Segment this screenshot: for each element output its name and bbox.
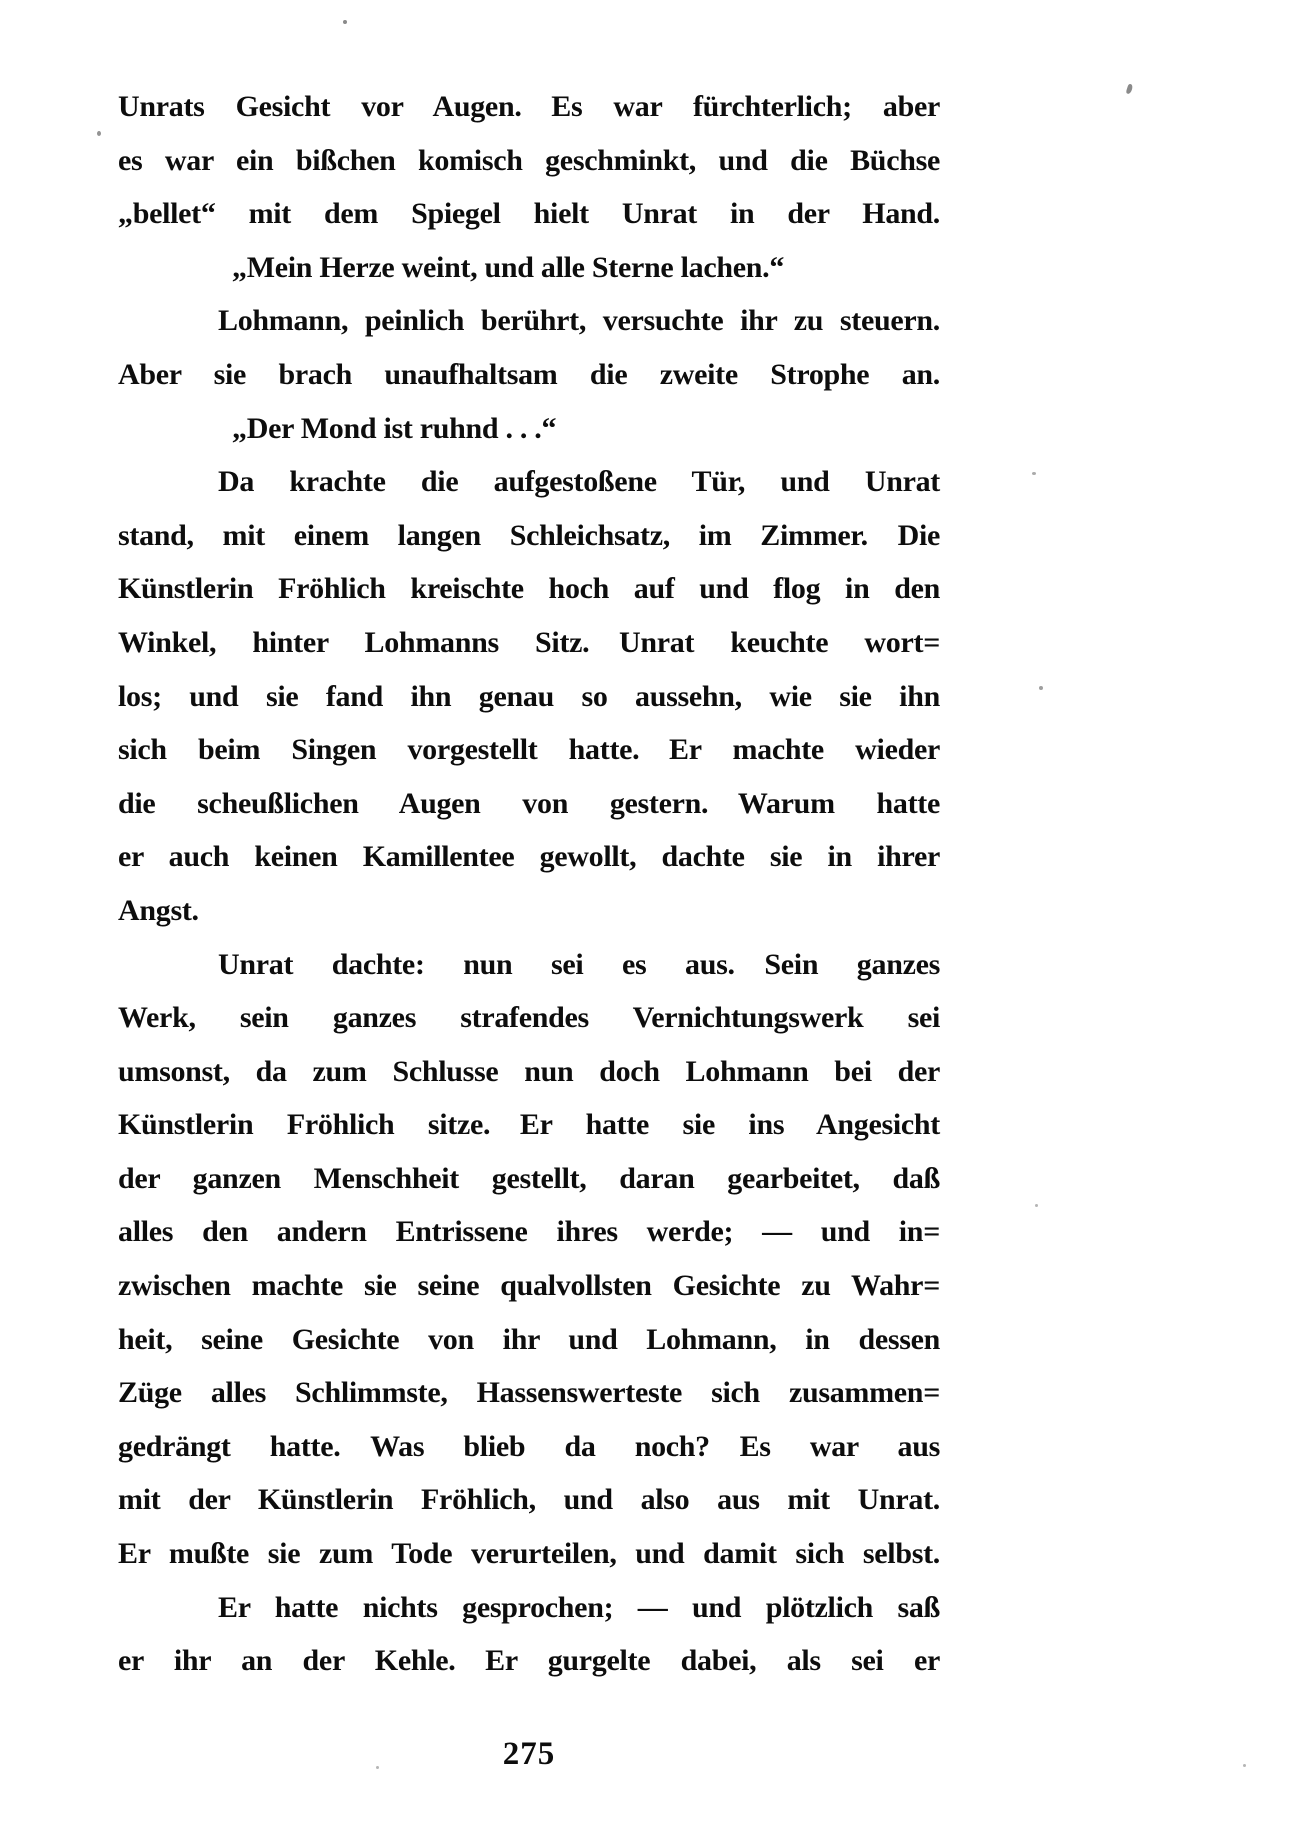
text-line: zwischen machte sie seine qualvollsten Gesichte zu Wahr= <box>118 1269 940 1303</box>
text-line: Werk, sein ganzes strafendes Vernichtungswerk sei <box>118 1001 940 1035</box>
text-line: „bellet“ mit dem Spiegel hielt Unrat in der Hand. <box>118 197 940 231</box>
page-number: 275 <box>502 1736 556 1772</box>
text-line: er auch keinen Kamillentee gewollt, dachte sie in ihrer <box>118 840 940 874</box>
text-line: Züge alles Schlimmste, Hassenswerteste sich zusammen= <box>118 1376 940 1410</box>
text-line: sich beim Singen vorgestellt hatte. Er machte wieder <box>118 733 940 767</box>
scan-speck <box>1035 1204 1038 1207</box>
text-line: Unrats Gesicht vor Augen. Es war fürchterlich; aber <box>118 90 940 123</box>
text-line: gedrängt hatte. Was blieb da noch? Es war aus <box>118 1429 940 1463</box>
text-line: es war ein bißchen komisch geschminkt, und die Büchse <box>118 143 940 177</box>
text-line: los; und sie fand ihn genau so aussehn, wie sie ihn <box>118 679 940 713</box>
scan-speck <box>1243 1764 1246 1767</box>
scan-speck <box>376 1766 379 1769</box>
text-line: Aber sie brach unaufhaltsam die zweite Strophe an. <box>118 357 940 391</box>
text-line: Er mußte sie zum Tode verurteilen, und damit sich selbst. <box>118 1537 940 1571</box>
text-block <box>118 80 940 1688</box>
text-line: „Der Mond ist ruhnd . . .“ <box>232 411 557 445</box>
text-line: mit der Künstlerin Fröhlich, und also aus mit Unrat. <box>118 1483 940 1517</box>
text-line: „Mein Herze weint, und alle Sterne lachen.“ <box>232 250 785 284</box>
text-line: der ganzen Menschheit gestellt, daran gearbeitet, daß <box>118 1161 940 1195</box>
scan-speck <box>343 20 347 24</box>
text-line: Er hatte nichts gesprochen; — und plötzlich saß <box>218 1590 940 1624</box>
text-line: Winkel, hinter Lohmanns Sitz. Unrat keuchte wort= <box>118 625 940 659</box>
text-line: heit, seine Gesichte von ihr und Lohmann, in dessen <box>118 1322 940 1356</box>
scan-speck <box>1039 686 1043 690</box>
scan-speck <box>1032 472 1036 475</box>
text-line: Künstlerin Fröhlich kreischte hoch auf und flog in den <box>118 572 940 606</box>
text-line: die scheußlichen Augen von gestern. Warum hatte <box>118 786 940 820</box>
text-line: Da krachte die aufgestoßene Tür, und Unrat <box>218 465 940 499</box>
text-line: Angst. <box>118 893 199 927</box>
text-line: er ihr an der Kehle. Er gurgelte dabei, als sei er <box>118 1644 940 1678</box>
scan-speck <box>97 131 101 136</box>
text-line: stand, mit einem langen Schleichsatz, im Zimmer. Die <box>118 518 940 552</box>
text-line: umsonst, da zum Schlusse nun doch Lohmann bei der <box>118 1054 940 1088</box>
text-line: Unrat dachte: nun sei es aus. Sein ganzes <box>218 947 940 981</box>
text-line: Lohmann, peinlich berührt, versuchte ihr zu steuern. <box>218 304 940 338</box>
text-line: alles den andern Entrissene ihres werde; — und in= <box>118 1215 940 1249</box>
scan-speck <box>1126 83 1134 94</box>
text-line: Künstlerin Fröhlich sitze. Er hatte sie ins Angesicht <box>118 1108 940 1142</box>
